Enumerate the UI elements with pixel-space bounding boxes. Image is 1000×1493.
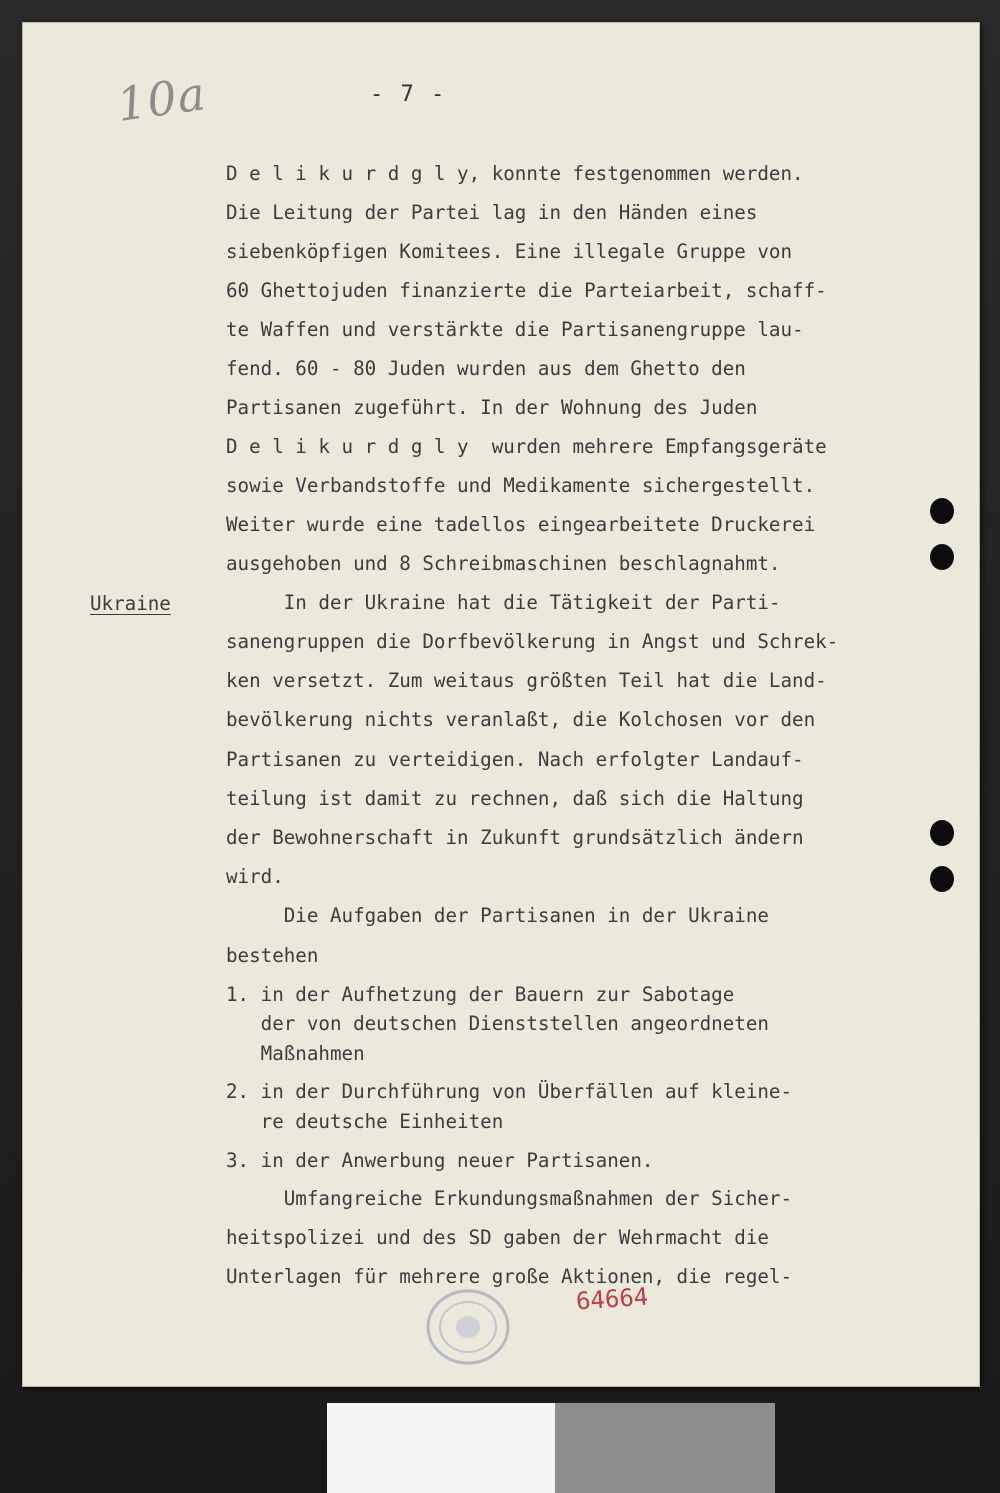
text-line: ausgehoben und 8 Schreibmaschinen beschlagnahmt. [226,552,781,575]
text-line: bestehen [226,944,319,967]
calibration-card-white [327,1403,555,1493]
margin-label-ukraine: Ukraine [90,592,171,615]
text-line: Unterlagen für mehrere große Aktionen, die regel- [226,1265,793,1288]
text-line: Weiter wurde eine tadellos eingearbeitete Druckerei [226,513,816,536]
punch-hole [930,544,954,570]
text-line: ken versetzt. Zum weitaus größten Teil hat die Land- [226,669,827,692]
text-line: Partisanen zu verteidigen. Nach erfolgter Landauf- [226,748,804,771]
circular-archive-stamp [424,1287,512,1367]
page-number: - 7 - [370,82,447,107]
text-line: sanengruppen die Dorfbevölkerung in Angst und Schrek- [226,630,839,653]
list-item-line: 1. in der Aufhetzung der Bauern zur Sabotage [226,983,735,1006]
text-line: Die Aufgaben der Partisanen in der Ukraine [226,904,769,927]
text-line: Umfangreiche Erkundungsmaßnahmen der Sicher- [226,1187,793,1210]
text-line: 60 Ghettojuden finanzierte die Parteiarbeit, schaff- [226,279,827,302]
list-item-line: Maßnahmen [226,1042,365,1065]
text-line: Die Leitung der Partei lag in den Händen eines [226,201,758,224]
text-line: sowie Verbandstoffe und Medikamente sichergestellt. [226,474,816,497]
calibration-card-gray [555,1403,775,1493]
text-line: der Bewohnerschaft in Zukunft grundsätzlich ändern [226,826,804,849]
text-line: siebenköpfigen Komitees. Eine illegale Gruppe von [226,240,793,263]
archive-stamp-number: 64664 [575,1282,650,1316]
list-item-line: re deutsche Einheiten [226,1110,504,1133]
text-line: In der Ukraine hat die Tätigkeit der Parti- [226,591,781,614]
list-item-line: 3. in der Anwerbung neuer Partisanen. [226,1149,654,1172]
list-item-line: 2. in der Durchführung von Überfällen auf kleine- [226,1080,793,1103]
list-item-line: der von deutschen Dienststellen angeordneten [226,1012,769,1035]
text-line: fend. 60 - 80 Juden wurden aus dem Ghetto den [226,357,746,380]
punch-hole [930,498,954,524]
punch-hole [930,866,954,892]
text-line: wird. [226,865,284,888]
text-line: Partisanen zugeführt. In der Wohnung des Juden [226,396,758,419]
punch-hole [930,820,954,846]
text-line: teilung ist damit zu rechnen, daß sich die Haltung [226,787,804,810]
text-line: D e l i k u r d g l y, konnte festgenommen werden. [226,162,804,185]
text-line: bevölkerung nichts veranlaßt, die Kolchosen vor den [226,708,816,731]
text-line: te Waffen und verstärkte die Partisanengruppe lau- [226,318,804,341]
text-line: heitspolizei und des SD gaben der Wehrmacht die [226,1226,769,1249]
document-page [22,22,980,1387]
text-line: D e l i k u r d g l y wurden mehrere Empfangsgeräte [226,435,827,458]
handwritten-page-note: 10a [113,66,210,132]
